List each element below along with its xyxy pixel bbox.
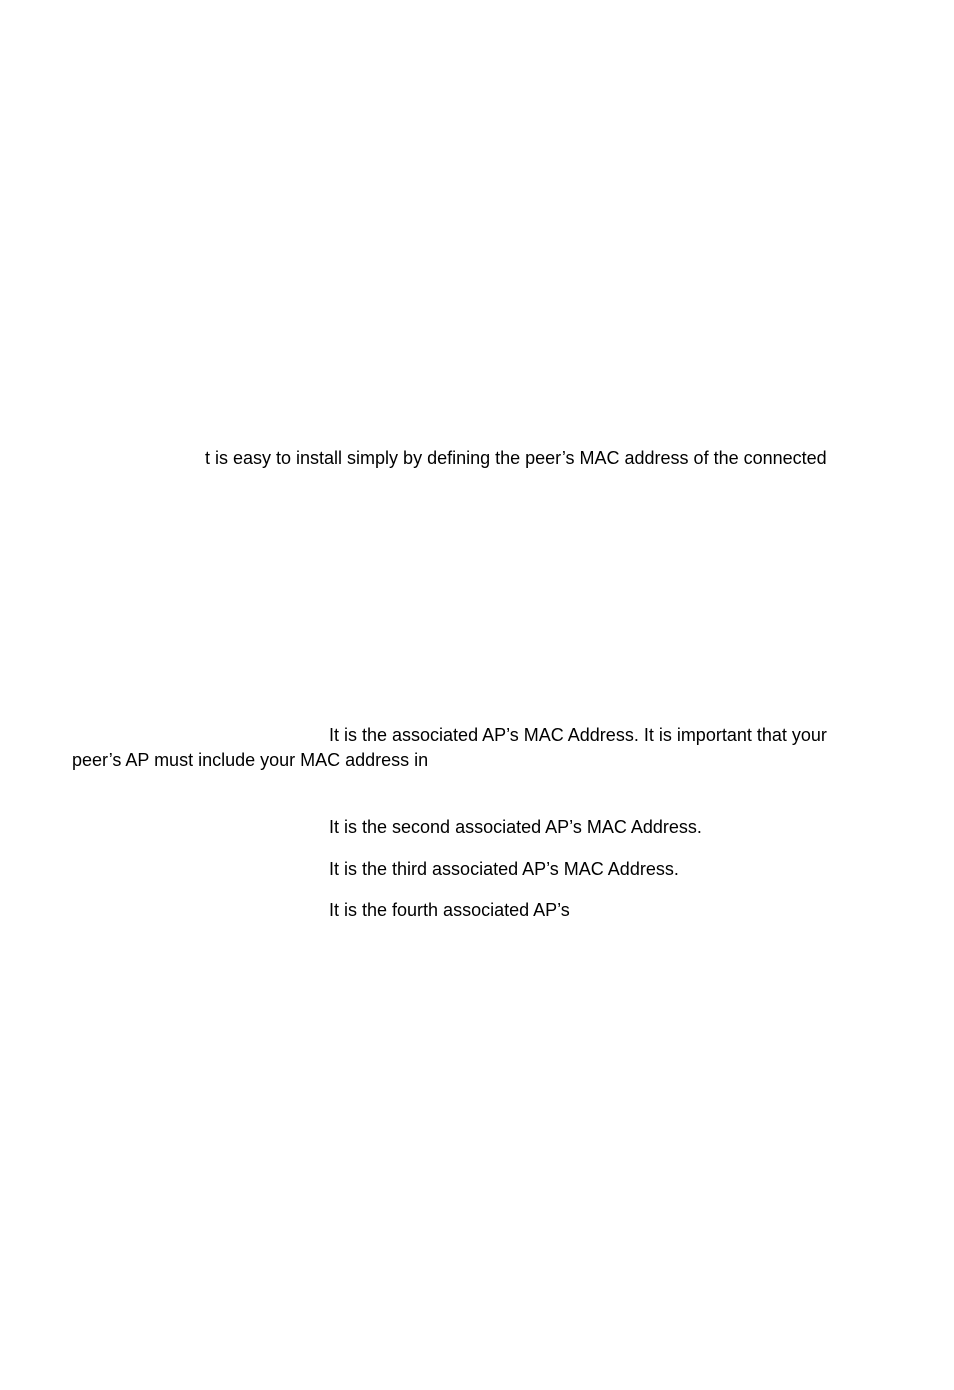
ap-mac-1-description-continued: peer’s AP must include your MAC address in [72, 750, 429, 770]
ap-mac-2-description: It is the second associated AP’s MAC Address. [329, 817, 702, 837]
ap-mac-4-description: It is the fourth associated AP’s [329, 900, 570, 920]
ap-mac-3-description: It is the third associated AP’s MAC Address. [329, 859, 679, 879]
intro-text-line: t is easy to install simply by defining the peer’s MAC address of the connected [205, 448, 827, 468]
ap-mac-1-description: It is the associated AP’s MAC Address. It is important that your [329, 725, 827, 745]
